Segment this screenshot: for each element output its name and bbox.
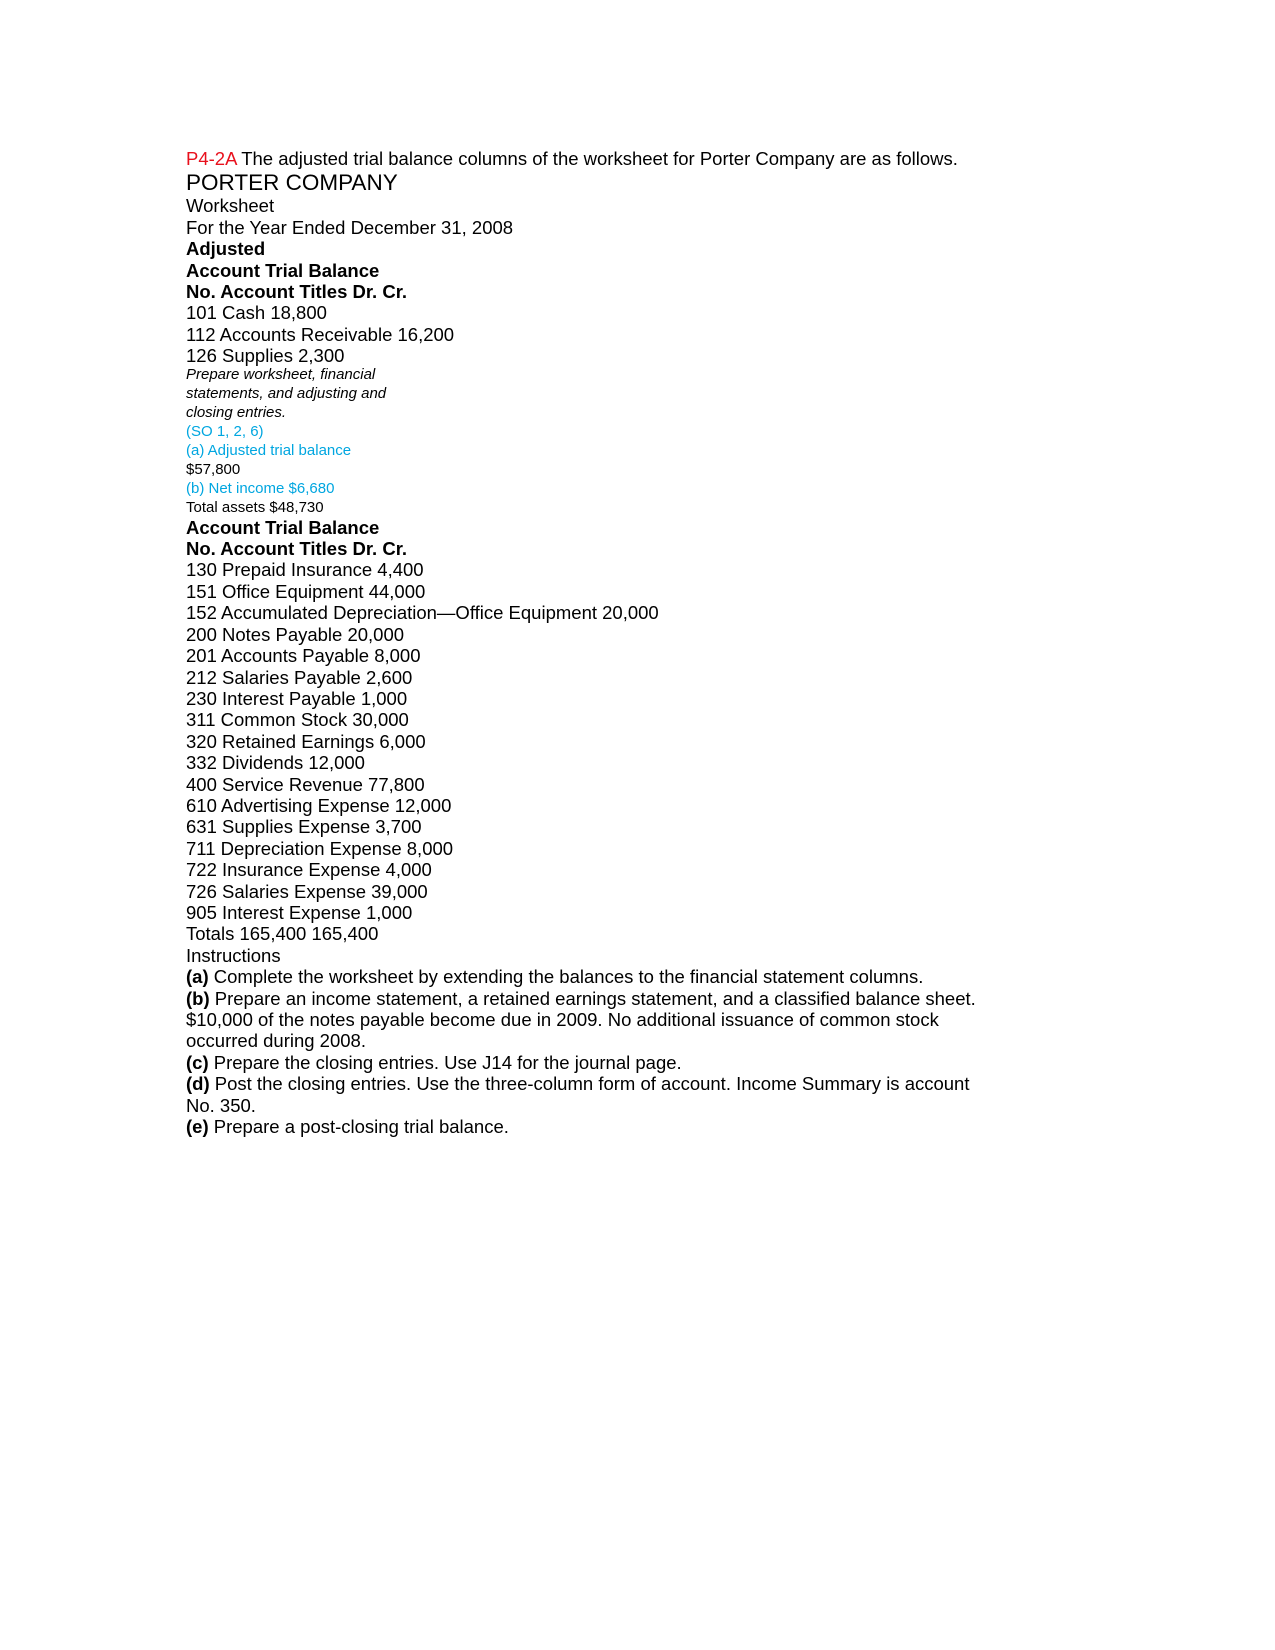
worksheet-period: For the Year Ended December 31, 2008 (186, 216, 514, 238)
column-headers-continued: No. Account Titles Dr. Cr. (186, 538, 408, 560)
instruction-item-e (186, 1116, 1086, 1137)
instruction-continuation: occurred during 2008. (186, 1030, 366, 1052)
instruction-text: Prepare the closing entries. Use J14 for the journal page. (213, 1051, 682, 1073)
account-row: 320 Retained Earnings 6,000 (186, 730, 426, 752)
instruction-item-b (186, 988, 1086, 1009)
account-row: 200 Notes Payable 20,000 (186, 623, 405, 645)
instruction-continuation: No. 350. (186, 1094, 256, 1116)
instruction-label: (d) (186, 1073, 210, 1095)
instruction-item-d (186, 1073, 1086, 1094)
account-row: 112 Accounts Receivable 16,200 (186, 323, 455, 345)
check-figure-a: (a) Adjusted trial balance (186, 441, 352, 459)
check-figure-b-value: Total assets $48,730 (186, 498, 324, 516)
account-row: 311 Common Stock 30,000 (186, 709, 409, 731)
instruction-label: (a) (186, 966, 209, 988)
totals-row: Totals 165,400 165,400 (186, 923, 379, 945)
account-row: 201 Accounts Payable 8,000 (186, 645, 421, 667)
account-row: 126 Supplies 2,300 (186, 345, 345, 367)
adjusted-heading: Adjusted (186, 238, 266, 260)
margin-note-line: Prepare worksheet, financial (186, 365, 376, 383)
check-figure-a-value: $57,800 (186, 460, 241, 478)
company-name: PORTER COMPANY (186, 170, 398, 196)
column-headers: No. Account Titles Dr. Cr. (186, 281, 408, 303)
worksheet-title: Worksheet (186, 195, 275, 217)
problem-intro (186, 148, 1086, 169)
margin-note-line: statements, and adjusting and (186, 384, 387, 402)
instruction-continuation: $10,000 of the notes payable become due in 2009. No additional issuance of common stock (186, 1009, 939, 1030)
account-row: 631 Supplies Expense 3,700 (186, 816, 422, 838)
account-row: 230 Interest Payable 1,000 (186, 687, 408, 709)
study-objectives: (SO 1, 2, 6) (186, 422, 264, 440)
account-row: 711 Depreciation Expense 8,000 (186, 837, 454, 859)
problem-statement: The adjusted trial balance columns of the worksheet for Porter Company are as follows. (236, 148, 958, 169)
instruction-text: Prepare a post-closing trial balance. (213, 1116, 509, 1138)
instruction-item-c (186, 1052, 1086, 1073)
account-row: 905 Interest Expense 1,000 (186, 901, 413, 923)
account-row: 610 Advertising Expense 12,000 (186, 794, 452, 816)
instruction-text: Post the closing entries. Use the three-column form of account. Income Summary is account (214, 1073, 970, 1095)
account-row: 152 Accumulated Depreciation—Office Equipment 20,000 (186, 602, 659, 624)
account-row: 101 Cash 18,800 (186, 302, 327, 324)
account-row: 400 Service Revenue 77,800 (186, 773, 425, 795)
account-row: 130 Prepaid Insurance 4,400 (186, 559, 424, 581)
instruction-label: (b) (186, 987, 210, 1009)
account-row: 726 Salaries Expense 39,000 (186, 880, 428, 902)
trial-balance-heading: Account Trial Balance (186, 259, 380, 281)
account-row: 332 Dividends 12,000 (186, 752, 365, 774)
margin-notes (186, 365, 1086, 517)
problem-code: P4-2A (186, 148, 237, 169)
instructions-list (186, 966, 1086, 1137)
trial-balance-heading-continued: Account Trial Balance (186, 516, 380, 538)
account-row: 212 Salaries Payable 2,600 (186, 666, 413, 688)
margin-note-line: closing entries. (186, 403, 287, 421)
instruction-label: (e) (186, 1116, 209, 1138)
instruction-item-a (186, 966, 1086, 987)
document-page (186, 148, 1086, 1137)
instruction-label: (c) (186, 1051, 209, 1073)
instructions-heading: Instructions (186, 944, 281, 966)
instruction-text: Complete the worksheet by extending the balances to the financial statement columns. (213, 966, 924, 988)
accounts-list-part2 (186, 559, 1086, 944)
check-figure-b: (b) Net income $6,680 (186, 479, 335, 497)
accounts-list-part1 (186, 302, 1086, 366)
account-row: 722 Insurance Expense 4,000 (186, 859, 432, 881)
account-row: 151 Office Equipment 44,000 (186, 580, 426, 602)
instruction-text: Prepare an income statement, a retained earnings statement, and a classified balance sheet. (214, 987, 976, 1009)
